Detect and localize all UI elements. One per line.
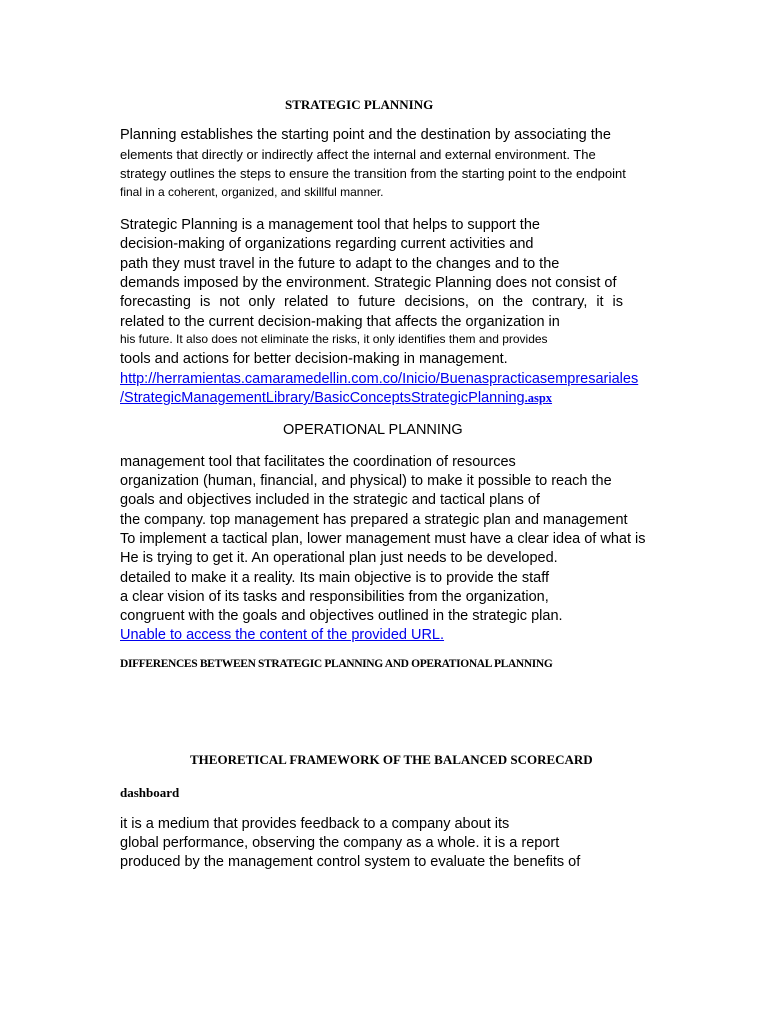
operational-para-line8: a clear vision of its tasks and responsibilities from the organization, xyxy=(120,589,549,605)
scorecard-para-line2: global performance, observing the company as a whole. it is a report xyxy=(120,835,560,851)
strategic-para2-line7: his future. It also does not eliminate the risks, it only identifies them and provides xyxy=(120,332,548,346)
operational-para-line5: To implement a tactical plan, lower management must have a clear idea of what is xyxy=(120,531,646,547)
operational-para-line3: goals and objectives included in the strategic and tactical plans of xyxy=(120,492,540,508)
reference-link-path: /StrategicManagementLibrary/BasicConceptsStrategicPlanning xyxy=(120,390,525,406)
balanced-scorecard-heading: THEORETICAL FRAMEWORK OF THE BALANCED SCORECARD xyxy=(190,752,593,767)
operational-para-line2: organization (human, financial, and physical) to make it possible to reach the xyxy=(120,473,612,489)
reference-link-line2[interactable] xyxy=(120,390,632,406)
strategic-para2-line4: demands imposed by the environment. Strategic Planning does not consist of xyxy=(120,275,617,291)
reference-link-extension: .aspx xyxy=(524,391,553,405)
operational-para-line1: management tool that facilitates the coordination of resources xyxy=(120,454,516,470)
strategic-para2-line2: decision-making of organizations regarding current activities and xyxy=(120,236,534,252)
scorecard-para-line1: it is a medium that provides feedback to a company about its xyxy=(120,816,510,832)
strategic-para1-line3: strategy outlines the steps to ensure the transition from the starting point to the endpoint xyxy=(120,166,626,181)
differences-heading: DIFFERENCES BETWEEN STRATEGIC PLANNING AND OPERATIONAL PLANNING xyxy=(120,658,553,670)
strategic-para2-line8: tools and actions for better decision-making in management. xyxy=(120,351,508,367)
reference-link-line1[interactable]: http://herramientas.camaramedellin.com.co/Inicio/Buenaspracticasempresariales xyxy=(120,371,639,387)
operational-para-line4: the company. top management has prepared a strategic plan and management xyxy=(120,512,628,528)
operational-unavailable-link[interactable]: Unable to access the content of the provided URL. xyxy=(120,627,445,643)
strategic-para1-line1: Planning establishes the starting point and the destination by associating the xyxy=(120,127,611,143)
strategic-para2-line5: forecasting is not only related to future decisions, on the contrary, it is xyxy=(120,294,623,310)
strategic-planning-heading: STRATEGIC PLANNING xyxy=(285,97,434,112)
strategic-para2-line3: path they must travel in the future to adapt to the changes and to the xyxy=(120,256,560,272)
scorecard-para-line3: produced by the management control system to evaluate the benefits of xyxy=(120,854,581,870)
operational-para-line9: congruent with the goals and objectives outlined in the strategic plan. xyxy=(120,608,563,624)
operational-para-line7: detailed to make it a reality. Its main objective is to provide the staff xyxy=(120,570,550,586)
operational-planning-heading: OPERATIONAL PLANNING xyxy=(283,422,463,438)
dashboard-subheading: dashboard xyxy=(120,785,180,800)
strategic-para2-line1: Strategic Planning is a management tool that helps to support the xyxy=(120,217,540,233)
strategic-para2-line6: related to the current decision-making that affects the organization in xyxy=(120,314,560,330)
strategic-para1-line2: elements that directly or indirectly affect the internal and external environment. The xyxy=(120,147,596,162)
strategic-para1-line4: final in a coherent, organized, and skillful manner. xyxy=(120,185,384,199)
operational-para-line6: He is trying to get it. An operational plan just needs to be developed. xyxy=(120,550,558,566)
